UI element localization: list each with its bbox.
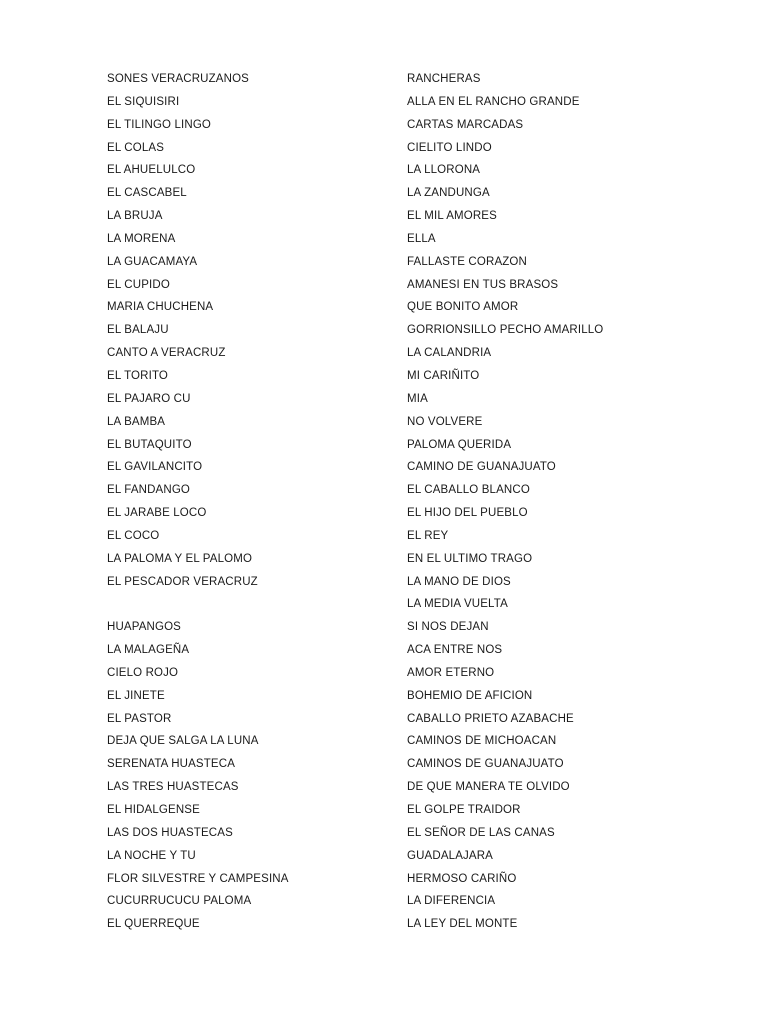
right-song-row-20: EL REY bbox=[407, 529, 449, 542]
left-song-row-19: EL JARABE LOCO bbox=[107, 507, 207, 520]
right-song-row-26: AMOR ETERNO bbox=[407, 666, 495, 679]
left-song-row-3: EL COLAS bbox=[107, 141, 165, 154]
right-song-row-7: ELLA bbox=[407, 232, 436, 245]
left-song-row-22: EL PESCADOR VERACRUZ bbox=[107, 575, 258, 588]
right-song-row-35: HERMOSO CARIÑO bbox=[407, 872, 517, 885]
left-song-row-0: SONES VERACRUZANOS bbox=[107, 73, 250, 85]
right-song-row-19: EL HIJO DEL PUEBLO bbox=[407, 507, 528, 520]
left-song-row-15: LA BAMBA bbox=[107, 415, 166, 428]
left-song-row-18: EL FANDANGO bbox=[107, 484, 191, 497]
right-song-row-16: PALOMA QUERIDA bbox=[407, 438, 512, 451]
right-song-row-36: LA DIFERENCIA bbox=[407, 895, 496, 908]
right-song-row-27: BOHEMIO DE AFICION bbox=[407, 689, 533, 702]
left-song-row-23 bbox=[107, 593, 387, 616]
left-song-row-21: LA PALOMA Y EL PALOMO bbox=[107, 552, 253, 565]
right-song-row-22: LA MANO DE DIOS bbox=[407, 575, 511, 588]
left-song-row-11: EL BALAJU bbox=[107, 324, 169, 337]
left-song-row-34: LA NOCHE Y TU bbox=[107, 849, 196, 862]
right-song-row-1: ALLA EN EL RANCHO GRANDE bbox=[407, 95, 580, 108]
left-song-row-37: EL QUERREQUE bbox=[107, 918, 200, 931]
left-song-row-5: EL CASCABEL bbox=[107, 187, 187, 200]
left-song-row-35: FLOR SILVESTRE Y CAMPESINA bbox=[107, 872, 289, 885]
right-song-row-12: LA CALANDRIA bbox=[407, 347, 492, 360]
right-song-row-4: LA LLORONA bbox=[407, 164, 481, 177]
right-song-row-18: EL CABALLO BLANCO bbox=[407, 484, 530, 497]
right-song-row-23: LA MEDIA VUELTA bbox=[407, 598, 508, 611]
left-song-row-6: LA BRUJA bbox=[107, 210, 163, 223]
right-song-row-6: EL MIL AMORES bbox=[407, 210, 497, 223]
right-song-row-25: ACA ENTRE NOS bbox=[407, 644, 503, 657]
right-song-row-11: GORRIONSILLO PECHO AMARILLO bbox=[407, 324, 604, 337]
right-song-row-24: SI NOS DEJAN bbox=[407, 621, 489, 634]
left-song-row-36: CUCURRUCUCU PALOMA bbox=[107, 895, 252, 908]
left-song-list bbox=[107, 68, 387, 936]
left-song-row-28: EL PASTOR bbox=[107, 712, 172, 725]
right-song-row-13: MI CARIÑITO bbox=[407, 369, 480, 382]
right-song-row-2: CARTAS MARCADAS bbox=[407, 118, 524, 131]
right-song-list bbox=[407, 68, 737, 936]
left-song-row-17: EL GAVILANCITO bbox=[107, 461, 203, 474]
left-song-row-14: EL PAJARO CU bbox=[107, 392, 191, 405]
left-song-row-31: LAS TRES HUASTECAS bbox=[107, 781, 239, 794]
right-song-row-28: CABALLO PRIETO AZABACHE bbox=[407, 712, 574, 725]
left-song-row-4: EL AHUELULCO bbox=[107, 164, 196, 177]
right-song-row-17: CAMINO DE GUANAJUATO bbox=[407, 461, 556, 474]
left-song-row-32: EL HIDALGENSE bbox=[107, 804, 200, 816]
right-song-row-31: DE QUE MANERA TE OLVIDO bbox=[407, 781, 570, 794]
right-song-row-9: AMANESI EN TUS BRASOS bbox=[407, 278, 559, 291]
right-song-row-3: CIELITO LINDO bbox=[407, 141, 492, 154]
left-song-row-9: EL CUPIDO bbox=[107, 278, 170, 291]
right-song-row-8: FALLASTE CORAZON bbox=[407, 255, 527, 268]
right-song-row-32: EL GOLPE TRAIDOR bbox=[407, 804, 521, 816]
left-song-row-12: CANTO A VERACRUZ bbox=[107, 347, 226, 360]
left-song-row-1: EL SIQUISIRI bbox=[107, 95, 180, 108]
right-song-row-34: GUADALAJARA bbox=[407, 849, 494, 862]
left-song-row-29: DEJA QUE SALGA LA LUNA bbox=[107, 735, 259, 748]
left-song-row-24: HUAPANGOS bbox=[107, 621, 181, 634]
left-song-row-25: LA MALAGEÑA bbox=[107, 644, 190, 657]
right-song-row-29: CAMINOS DE MICHOACAN bbox=[407, 735, 557, 748]
left-song-row-33: LAS DOS HUASTECAS bbox=[107, 826, 233, 839]
left-song-row-30: SERENATA HUASTECA bbox=[107, 758, 236, 771]
left-song-row-13: EL TORITO bbox=[107, 369, 169, 382]
right-song-row-5: LA ZANDUNGA bbox=[407, 187, 490, 200]
left-song-row-26: CIELO ROJO bbox=[107, 666, 179, 679]
left-song-row-8: LA GUACAMAYA bbox=[107, 255, 198, 268]
right-song-row-14: MIA bbox=[407, 392, 428, 405]
left-song-row-20: EL COCO bbox=[107, 529, 160, 542]
right-song-row-30: CAMINOS DE GUANAJUATO bbox=[407, 758, 564, 771]
left-song-row-27: EL JINETE bbox=[107, 689, 165, 702]
left-song-row-2: EL TILINGO LINGO bbox=[107, 118, 212, 131]
right-song-row-0: RANCHERAS bbox=[407, 73, 481, 85]
right-song-row-21: EN EL ULTIMO TRAGO bbox=[407, 552, 533, 565]
left-song-row-10: MARIA CHUCHENA bbox=[107, 301, 214, 314]
right-song-row-37: LA LEY DEL MONTE bbox=[407, 918, 518, 931]
right-song-row-33: EL SEÑOR DE LAS CANAS bbox=[407, 826, 555, 839]
right-song-row-10: QUE BONITO AMOR bbox=[407, 301, 519, 314]
left-song-row-7: LA MORENA bbox=[107, 232, 176, 245]
right-song-row-15: NO VOLVERE bbox=[407, 415, 483, 428]
left-song-row-16: EL BUTAQUITO bbox=[107, 438, 192, 451]
